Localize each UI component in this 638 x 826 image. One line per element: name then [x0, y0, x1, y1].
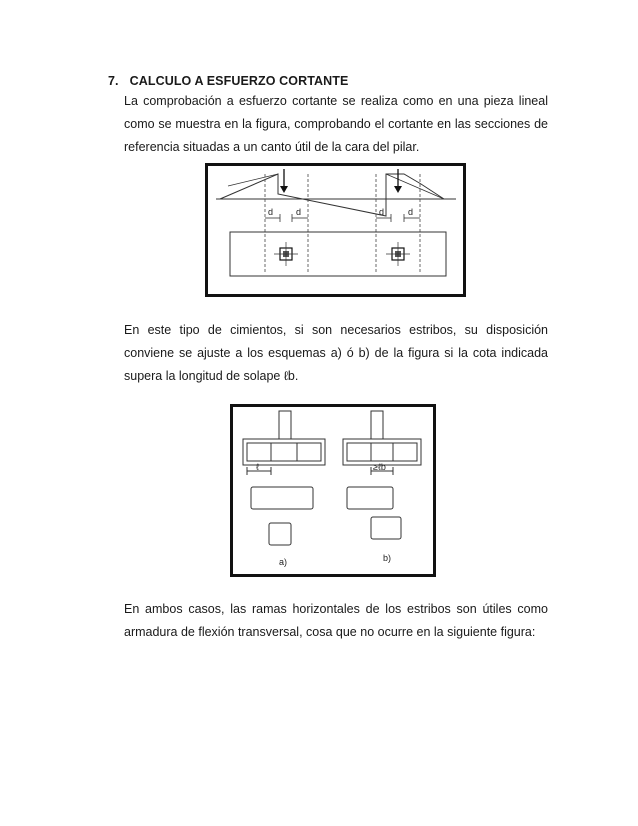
label-a: a)	[279, 557, 288, 567]
dim-label-d: d	[268, 207, 274, 217]
paragraph-line: conviene se ajuste a los esquemas a) ó b) de la figura si la cota indicada	[124, 346, 548, 360]
paragraph-stirrups	[124, 319, 548, 388]
shear-diagram-figure	[205, 163, 466, 297]
stirrup-diagram	[233, 407, 433, 574]
shear-diagram	[208, 166, 463, 294]
paragraph-line: En este tipo de cimientos, si son necesarios estribos, su disposición	[124, 323, 548, 337]
paragraph-horizontal-branches	[124, 598, 548, 644]
paragraph-line: armadura de flexión transversal, cosa que no ocurre en la siguiente figura:	[124, 625, 536, 639]
section-heading	[108, 74, 348, 88]
paragraph-line: referencia situadas a un canto útil de la cara del pilar.	[124, 140, 420, 154]
paragraph-shear-check	[124, 90, 548, 159]
section-title: CALCULO A ESFUERZO CORTANTE	[129, 74, 349, 88]
paragraph-line: En ambos casos, las ramas horizontales de los estribos son útiles como	[124, 602, 548, 616]
section-number: 7.	[108, 74, 119, 88]
paragraph-line: supera la longitud de solape ℓb.	[124, 369, 299, 383]
paragraph-line: La comprobación a esfuerzo cortante se realiza como en una pieza lineal	[124, 94, 548, 108]
dim-label-d: d	[379, 207, 385, 217]
label-b: b)	[383, 553, 392, 563]
dim-label-d: d	[296, 207, 302, 217]
paragraph-line: como se muestra en la figura, comprobando el cortante en las secciones de	[124, 117, 548, 131]
dim-label-b: ≥ℓb	[373, 462, 386, 472]
dim-label-a: ℓ	[256, 462, 259, 472]
dim-label-d: d	[408, 207, 414, 217]
stirrup-arrangement-figure	[230, 404, 436, 577]
